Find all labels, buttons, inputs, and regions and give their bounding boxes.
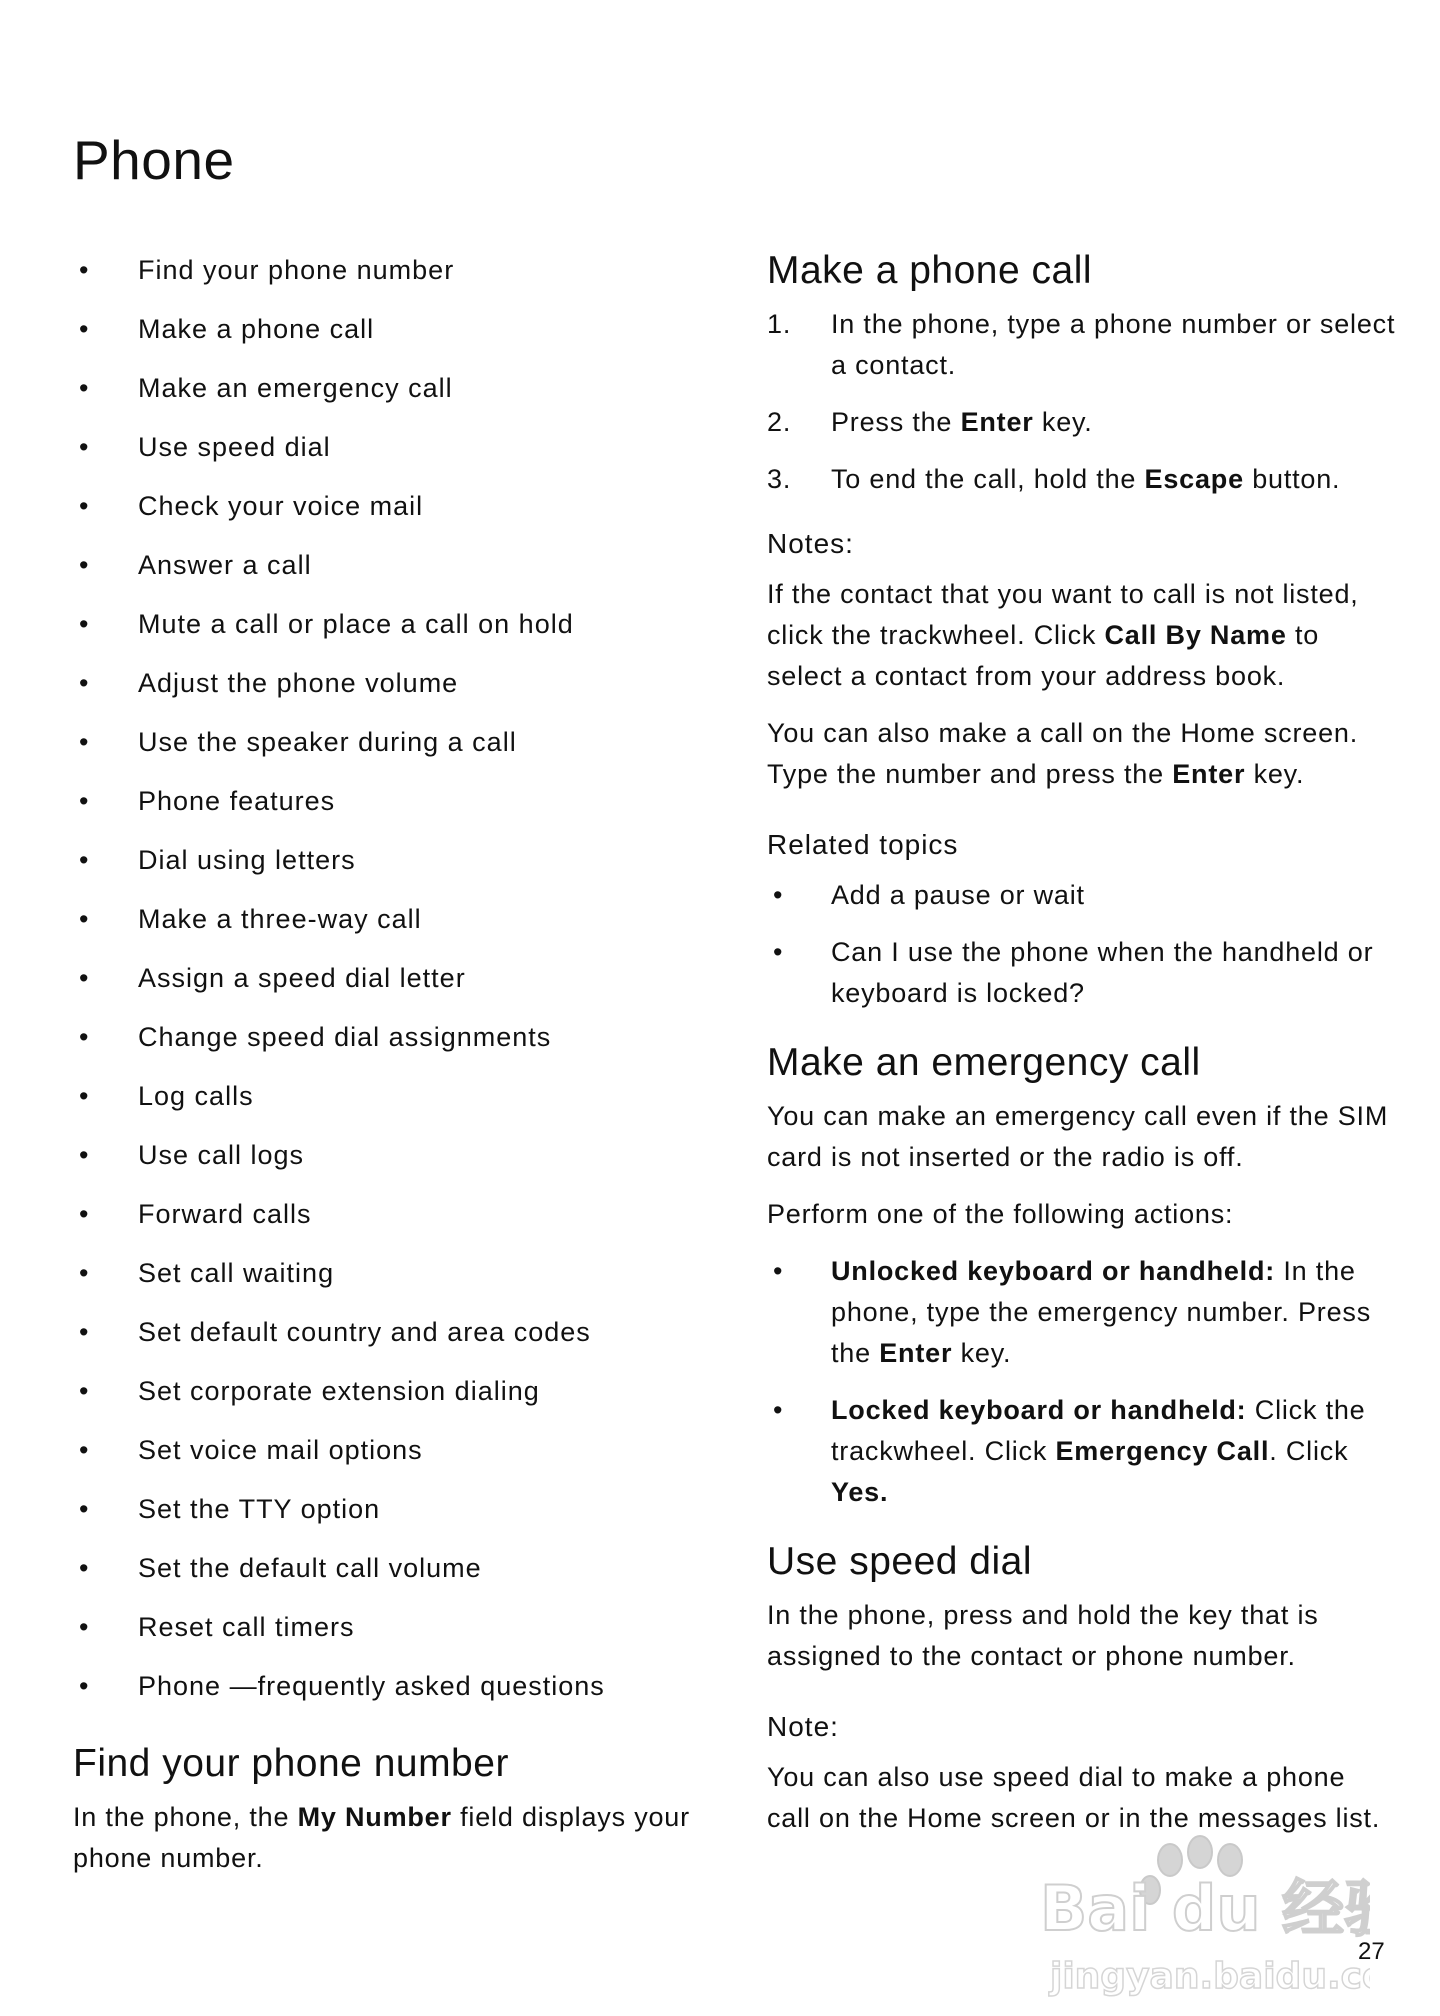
topic-label: Dial using letters xyxy=(138,845,356,875)
bullet-icon: • xyxy=(79,668,90,698)
bullet-icon: • xyxy=(79,314,90,344)
svg-text:Bai du 经验: Bai du 经验 xyxy=(1040,1872,1370,1945)
topic-list xyxy=(73,252,693,1727)
topic-label: Set the default call volume xyxy=(138,1553,482,1583)
note-1: If the contact that you want to call is not listed, click the trackwheel. Click Call By Name to select a contact from your address book. xyxy=(767,579,1359,691)
topic-link[interactable] xyxy=(73,606,693,665)
bullet-icon: • xyxy=(79,1376,90,1406)
topic-link[interactable] xyxy=(73,311,693,370)
emergency-section xyxy=(767,1040,1397,1513)
topic-link[interactable] xyxy=(73,1255,693,1314)
topic-link[interactable] xyxy=(73,783,693,842)
topic-label: Use the speaker during a call xyxy=(138,727,517,757)
speed-dial-note: You can also use speed dial to make a phone call on the Home screen or in the messages list. xyxy=(767,1762,1381,1833)
topic-link[interactable] xyxy=(73,1137,693,1196)
bullet-icon: • xyxy=(79,491,90,521)
locked-action: • Locked keyboard or handheld: Click the trackwheel. Click Emergency Call. Click Yes. xyxy=(773,1395,1366,1507)
bullet-icon: • xyxy=(79,550,90,580)
bullet-icon: • xyxy=(79,1553,90,1583)
topic-label: Make an emergency call xyxy=(138,373,453,403)
find-number-text: In the phone, the My Number field displays your phone number. xyxy=(73,1802,690,1873)
related-topics-label: Related topics xyxy=(767,829,959,860)
topic-link[interactable] xyxy=(73,1078,693,1137)
speed-dial-section xyxy=(767,1539,1397,1839)
topic-label: Use speed dial xyxy=(138,432,331,462)
topic-link[interactable] xyxy=(73,429,693,488)
bullet-icon: • xyxy=(79,255,90,285)
topic-label: Set voice mail options xyxy=(138,1435,423,1465)
svg-text:jingyan.baidu.com: jingyan.baidu.c xyxy=(1050,1956,1362,1997)
topic-link[interactable] xyxy=(73,1196,693,1255)
topic-label: Set the TTY option xyxy=(138,1494,381,1524)
bullet-icon: • xyxy=(79,845,90,875)
make-call-steps xyxy=(767,304,1397,500)
bullet-icon: • xyxy=(79,1435,90,1465)
topic-link[interactable] xyxy=(73,1550,693,1609)
baidu-watermark xyxy=(1030,1830,1370,2000)
bullet-icon: • xyxy=(79,1140,90,1170)
topic-label: Forward calls xyxy=(138,1199,312,1229)
topic-link[interactable] xyxy=(73,1668,693,1727)
topic-label: Set call waiting xyxy=(138,1258,335,1288)
topic-label: Log calls xyxy=(138,1081,254,1111)
step-1: 1. In the phone, type a phone number or select a contact. xyxy=(767,309,1396,380)
step-3: 3. To end the call, hold the Escape button. xyxy=(767,464,1341,494)
topic-link[interactable] xyxy=(73,1314,693,1373)
right-column xyxy=(767,248,1397,1865)
topic-label: Use call logs xyxy=(138,1140,305,1170)
topic-label: Make a phone call xyxy=(138,314,375,344)
bullet-icon: • xyxy=(79,432,90,462)
topic-label: Mute a call or place a call on hold xyxy=(138,609,574,639)
related-topic-link[interactable]: • Add a pause or wait xyxy=(773,880,1085,910)
make-call-section xyxy=(767,248,1397,1014)
my-number-field-label: My Number xyxy=(297,1802,452,1832)
topic-link[interactable] xyxy=(73,1432,693,1491)
bullet-icon: • xyxy=(79,373,90,403)
topic-link[interactable] xyxy=(73,370,693,429)
topic-label: Phone —frequently asked questions xyxy=(138,1671,605,1701)
make-call-heading: Make a phone call xyxy=(767,249,1093,292)
topic-link[interactable] xyxy=(73,547,693,606)
step-2: 2. Press the Enter key. xyxy=(767,407,1093,437)
topic-link[interactable] xyxy=(73,488,693,547)
topic-label: Answer a call xyxy=(138,550,312,580)
bullet-icon: • xyxy=(79,1612,90,1642)
unlocked-action: • Unlocked keyboard or handheld: In the phone, type the emergency number. Press the Enter key. xyxy=(773,1256,1371,1368)
topic-link[interactable] xyxy=(73,1609,693,1668)
topic-label: Reset call timers xyxy=(138,1612,355,1642)
note-2: You can also make a call on the Home screen. Type the number and press the Enter key. xyxy=(767,718,1359,789)
topic-label: Make a three-way call xyxy=(138,904,422,934)
topic-link[interactable] xyxy=(73,901,693,960)
topic-label: Adjust the phone volume xyxy=(138,668,459,698)
bullet-icon: • xyxy=(79,727,90,757)
bullet-icon: • xyxy=(79,904,90,934)
bullet-icon: • xyxy=(79,1022,90,1052)
left-column xyxy=(73,252,693,1905)
bullet-icon: • xyxy=(79,1494,90,1524)
find-number-heading: Find your phone number xyxy=(73,1742,509,1785)
emergency-heading: Make an emergency call xyxy=(767,1041,1201,1084)
related-topics-list xyxy=(767,875,1397,1014)
emergency-intro: You can make an emergency call even if the SIM card is not inserted or the radio is off. xyxy=(767,1101,1389,1172)
baidu-paw-icon xyxy=(1030,1830,1370,2000)
topic-link[interactable] xyxy=(73,1019,693,1078)
bullet-icon: • xyxy=(79,786,90,816)
emergency-actions xyxy=(767,1251,1397,1513)
topic-link[interactable] xyxy=(73,724,693,783)
topic-label: Phone features xyxy=(138,786,336,816)
speed-dial-text: In the phone, press and hold the key that is assigned to the contact or phone number. xyxy=(767,1600,1319,1671)
bullet-icon: • xyxy=(79,1258,90,1288)
topic-link[interactable] xyxy=(73,1491,693,1550)
page-title: Phone xyxy=(73,129,235,191)
topic-link[interactable] xyxy=(73,842,693,901)
speed-dial-note-label: Note: xyxy=(767,1711,839,1742)
bullet-icon: • xyxy=(79,1317,90,1347)
emergency-perform: Perform one of the following actions: xyxy=(767,1199,1234,1229)
page-number: 27 xyxy=(1358,1938,1385,1965)
notes-label: Notes: xyxy=(767,528,854,559)
topic-label: Change speed dial assignments xyxy=(138,1022,552,1052)
topic-label: Find your phone number xyxy=(138,255,455,285)
topic-link[interactable] xyxy=(73,960,693,1019)
topic-label: Check your voice mail xyxy=(138,491,424,521)
find-number-section xyxy=(73,1741,693,1879)
bullet-icon: • xyxy=(79,963,90,993)
topic-link[interactable] xyxy=(73,665,693,724)
topic-label: Assign a speed dial letter xyxy=(138,963,466,993)
bullet-icon: • xyxy=(79,609,90,639)
related-topic-link[interactable]: • Can I use the phone when the handheld or keyboard is locked? xyxy=(773,937,1374,1008)
topic-label: Set corporate extension dialing xyxy=(138,1376,540,1406)
topic-link[interactable] xyxy=(73,1373,693,1432)
bullet-icon: • xyxy=(79,1081,90,1111)
topic-link[interactable] xyxy=(73,252,693,311)
bullet-icon: • xyxy=(79,1671,90,1701)
bullet-icon: • xyxy=(79,1199,90,1229)
topic-label: Set default country and area codes xyxy=(138,1317,591,1347)
speed-dial-heading: Use speed dial xyxy=(767,1540,1032,1583)
